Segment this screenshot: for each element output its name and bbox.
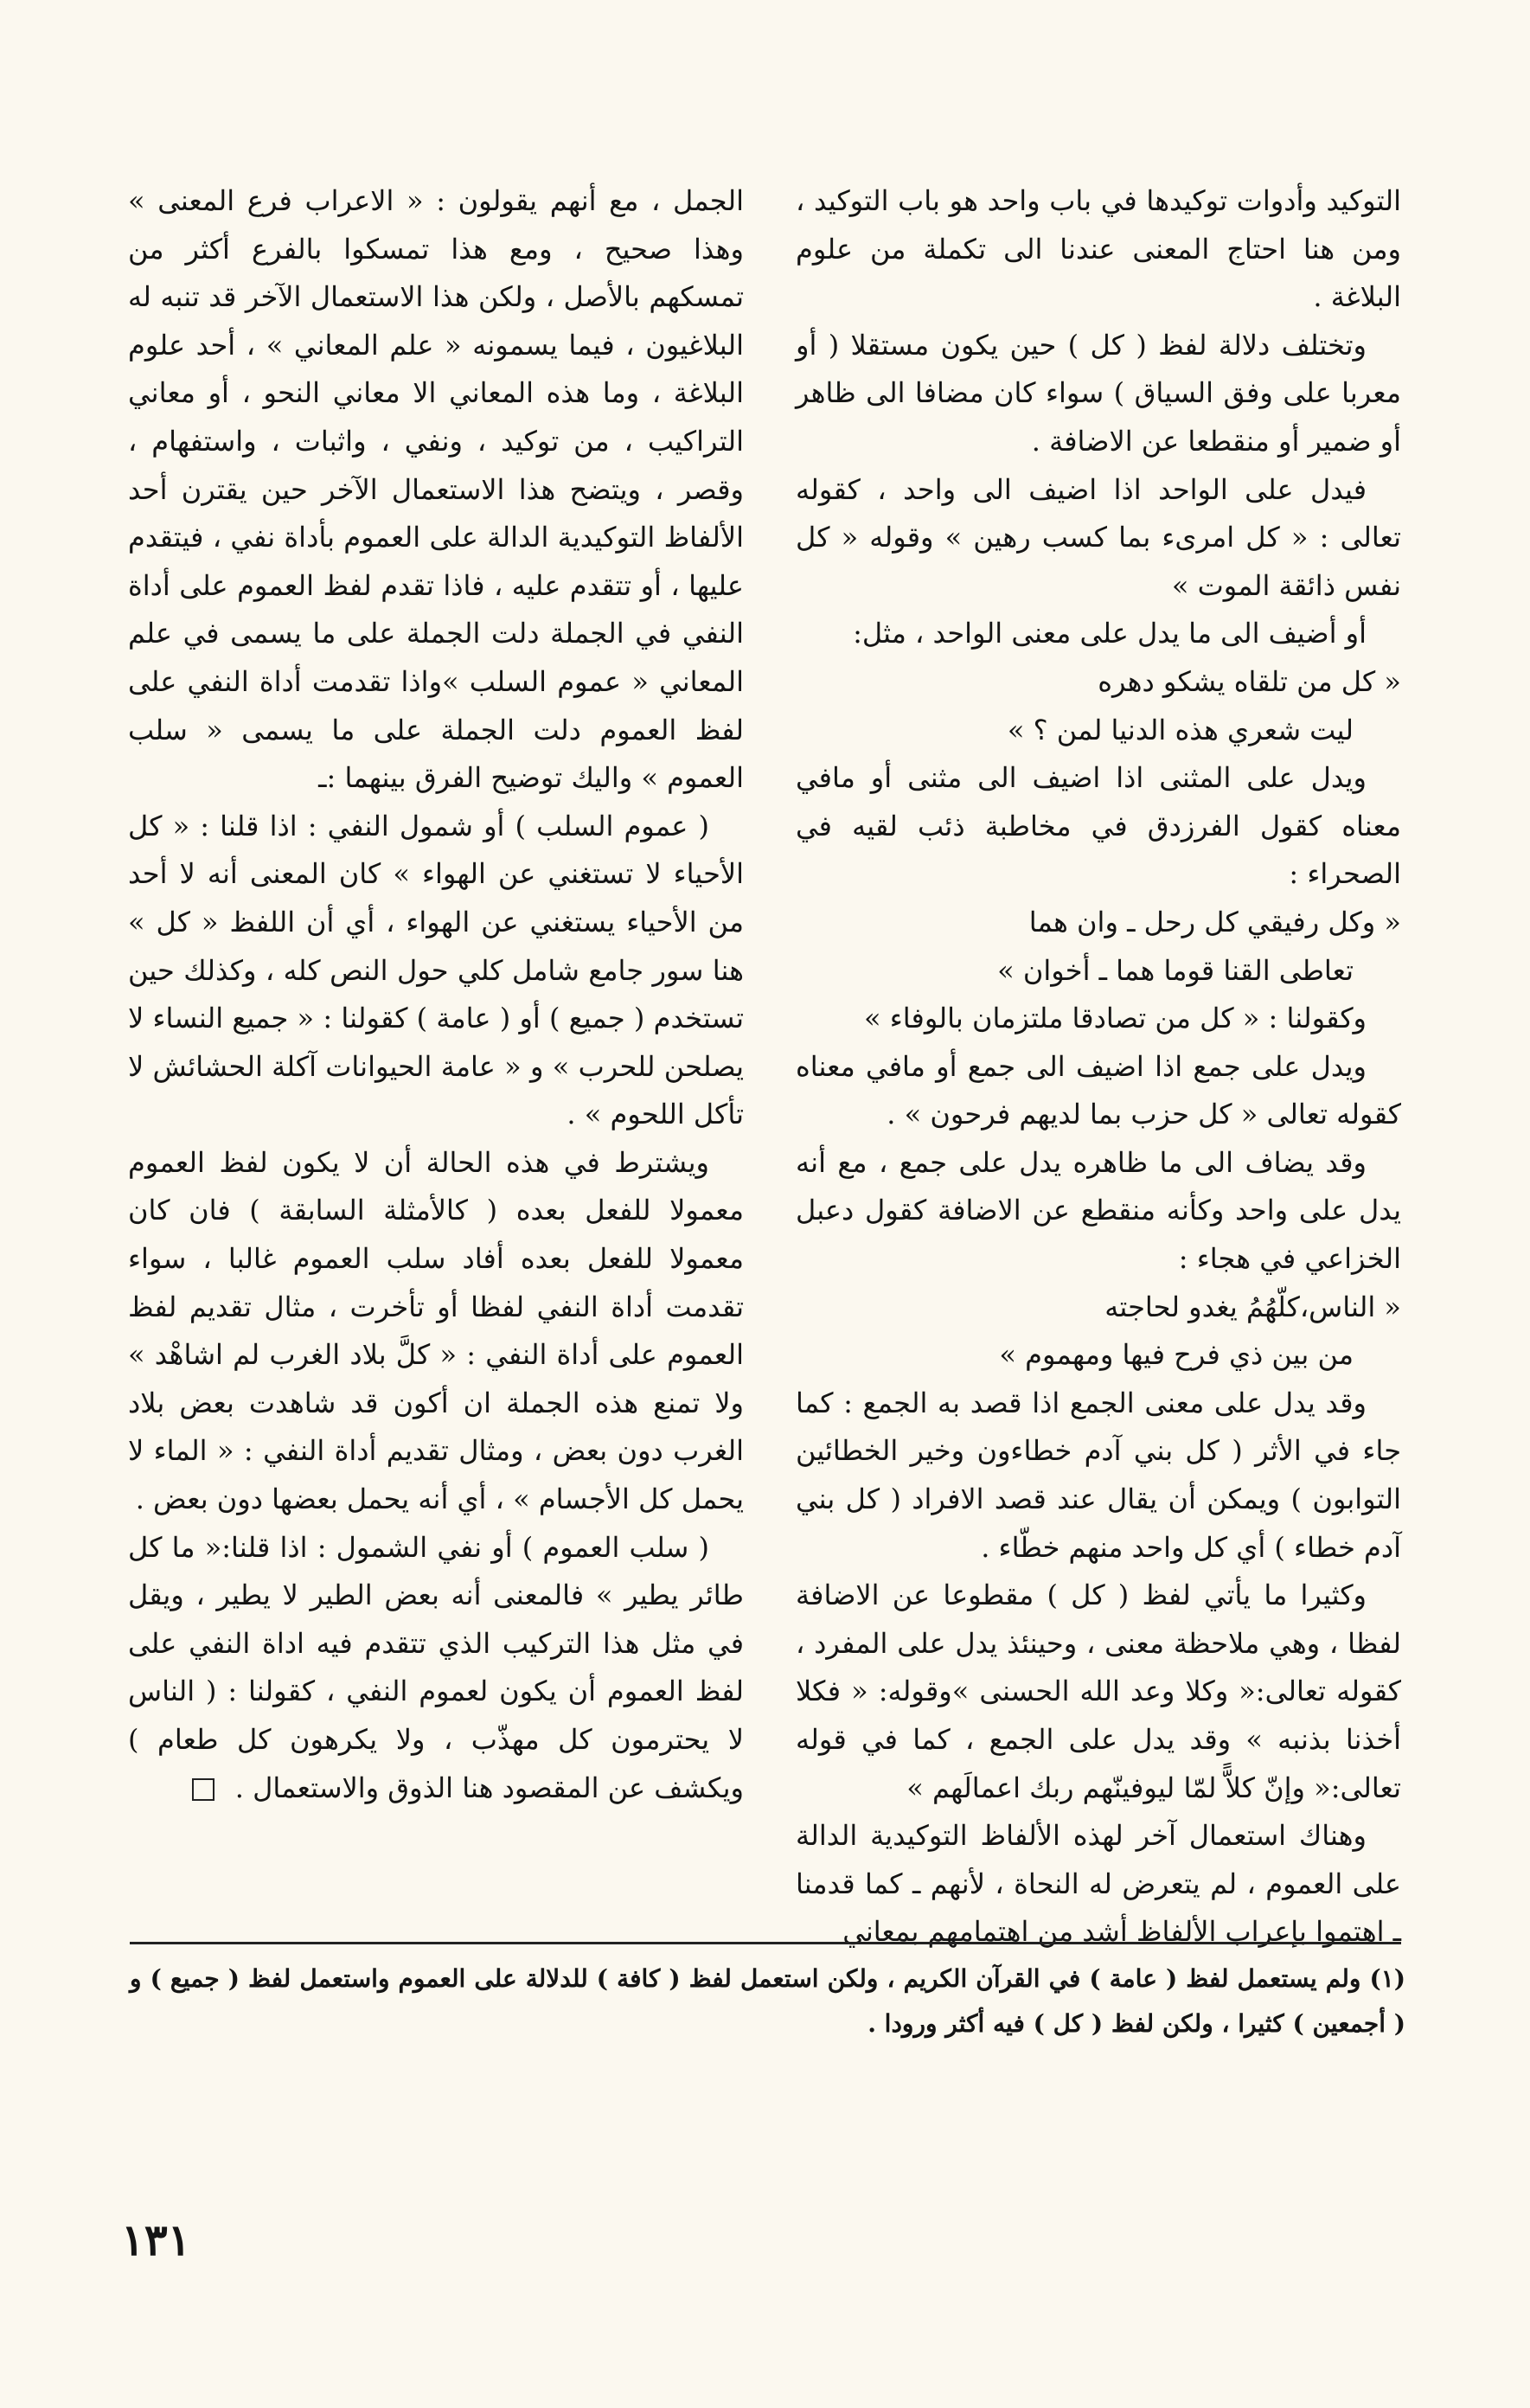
end-of-section-square-icon [192,1778,214,1801]
paragraph: فيدل على الواحد اذا اضيف الى واحد ، كقوله تعالى : « كل امرىء بما كسب رهين » وقوله « كل نفس ذائقة الموت » [796,472,1401,602]
paragraph: ( عموم السلب ) أو شمول النفي : اذا قلنا : « كل الأحياء لا تستغني عن الهواء » كان المعنى أنه لا أحد من الأحياء يستغني عن الهواء ، أي أن اللفظ « كل » هنا سور جامع شامل كلي حول النص كله ، وكذلك حين تستخدم ( جميع ) أو ( عامة ) كقولنا : « جميع النساء لا يصلحن للحرب » و « عامة الحيوانات آكلة الحشائش لا تأكل اللحوم » . [128,809,744,1131]
paragraph [128,1524,744,1813]
footnotes [130,1956,1405,2046]
footnote-separator [130,1942,1401,1944]
verse-line: « كل من تلقاه يشكو دهره [1098,664,1401,698]
paragraph-text: ( سلب العموم ) أو نفي الشمول : اذا قلنا:« ما كل طائر يطير » فالمعنى أنه بعض الطير لا يطير ، ويقل في مثل هذا التركيب الذي تتقدم فيه اداة النفي على لفظ العموم أن يكون لعموم النفي ، كقولنا : ( الناس لا يحترمون كل مهذّب ، ولا يكرهون كل طعام ) ويكشف عن المقصود هنا الذوق والاستعمال . [128,1530,744,1804]
footnote: (١) ولم يستعمل لفظ ( عامة ) في القرآن الكريم ، ولكن استعمل لفظ ( كافة ) للدلالة على العموم واستعمل لفظ ( جميع ) و ( أجمعين ) كثيرا ، ولكن لفظ ( كل ) فيه أكثر ورودا . [130,1964,1405,2038]
verse-line: تعاطى القنا قوما هما ـ أخوان » [997,953,1354,987]
paragraph: التوكيد وأدوات توكيدها في باب واحد هو باب التوكيد ، ومن هنا احتاج المعنى عندنا الى تكملة من علوم البلاغة . [796,184,1402,314]
paragraph: الجمل ، مع أنهم يقولون : « الاعراب فرع المعنى » وهذا صحيح ، ومع هذا تمسكوا بالفرع أكثر من تمسكهم بالأصل ، ولكن هذا الاستعمال الآخر قد تنبه له البلاغيون ، فيما يسمونه « علم المعاني » ، أحد علوم البلاغة ، وما هذه المعاني الا معاني النحو ، أو معاني التراكيب ، من توكيد ، ونفي ، واثبات ، واستفهام ، وقصر ، ويتضح هذا الاستعمال الآخر حين يقترن أحد الألفاظ التوكيدية الدالة على العموم بأداة نفي ، فيتقدم عليها ، أو تتقدم عليه ، فاذا تقدم لفظ العموم على أداة النفي في الجملة دلت الجملة على ما يسمى في علم المعاني « عموم السلب »واذا تقدمت أداة النفي على لفظ العموم دلت الجملة على ما يسمى « سلب العموم » واليك توضيح الفرق بينهما :ـ [128,184,745,795]
verse-line: « وكل رفيقي كل رحل ـ وان هما [1028,905,1401,938]
verse-line: « الناس،كلّهُمُ يغدو لحاجته [1104,1290,1401,1323]
paragraph: ويدل على المثنى اذا اضيف الى مثنى أو مافي معناه كقول الفرزدق في مخاطبة ذئب لقيه في الصحراء : [796,761,1401,891]
verse-line: ليت شعري هذه الدنيا لمن ؟ » [1007,713,1354,746]
paragraph: وكقولنا : « كل من تصادقا ملتزمان بالوفاء » [863,1002,1367,1035]
paragraph: وتختلف دلالة لفظ ( كل ) حين يكون مستقلا ( أو معربا على وفق السياق ) سواء كان مضافا الى ظاهر أو ضمير أو منقطعا عن الاضافة . [796,328,1401,458]
paragraph: ويشترط في هذه الحالة أن لا يكون لفظ العموم معمولا للفعل بعده ( كالأمثلة السابقة ) فان كان معمولا للفعل بعده أفاد سلب العموم غالبا ، سواء تقدمت أداة النفي لفظا أو تأخرت ، مثال تقديم لفظ العموم على أداة النفي : « كلَّ بلاد الغرب لم اشاهْد » ولا تمنع هذه الجملة ان أكون قد شاهدت بعض بلاد الغرب دون بعض ، ومثال تقديم أداة النفي : « الماء لا يحمل كل الأجسام » ، أي أنه يحمل بعضها دون بعض . [128,1145,745,1516]
verse-line: من بين ذي فرح فيها ومهموم » [999,1338,1354,1372]
right-column [796,177,1402,1949]
paragraph: وهناك استعمال آخر لهذه الألفاظ التوكيدية الدالة على العموم ، لم يتعرض له النحاة ، لأنهم ـ كما قدمنا ـ اهتموا بإعراب الألفاظ أشد من اهتمامهم بمعاني [796,1819,1401,1949]
left-column [128,177,745,1804]
paragraph: وكثيرا ما يأتي لفظ ( كل ) مقطوعا عن الاضافة لفظا ، وهي ملاحظة معنى ، وحينئذ يدل على المفرد ، كقوله تعالى:« وكلا وعد الله الحسنى »وقوله: « فكلا أخذنا بذنبه » وقد يدل على الجمع ، كما في قوله تعالى:« وإنّ كلاًّ لمّا ليوفينّهم ربك اعمالَهم » [796,1579,1401,1804]
page-number: ١٣١ [121,2214,191,2265]
paragraph: وقد يضاف الى ما ظاهره يدل على جمع ، مع أنه يدل على واحد وكأنه منقطع عن الاضافة كقول دعبل الخزاعي في هجاء : [796,1145,1401,1276]
paragraph: وقد يدل على معنى الجمع اذا قصد به الجمع : كما جاء في الأثر ( كل بني آدم خطاءون وخير الخطائين التوابون ) ويمكن أن يقال عند قصد الافراد ( كل بني آدم خطاء ) أي كل واحد منهم خطّاء . [796,1386,1401,1564]
paragraph: أو أضيف الى ما يدل على معنى الواحد ، مثل: [853,617,1367,650]
paragraph: ويدل على جمع اذا اضيف الى جمع أو مافي معناه كقوله تعالى « كل حزب بما لديهم فرحون » . [796,1049,1401,1131]
